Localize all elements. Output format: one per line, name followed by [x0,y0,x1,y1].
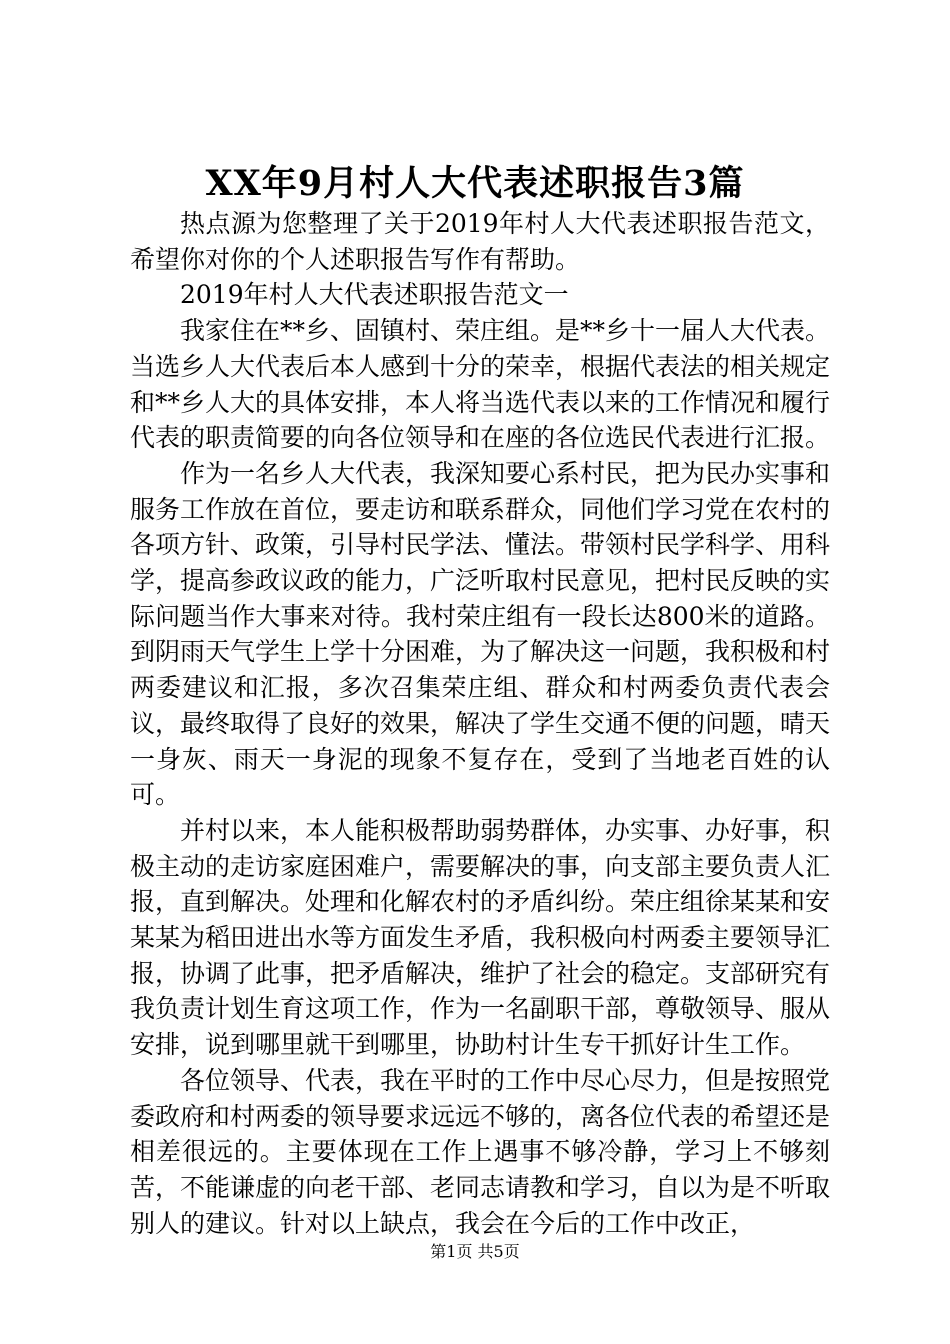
page-footer: 第1页 共5页 [430,1242,520,1261]
paragraph-3: 并村以来，本人能积极帮助弱势群体，办实事、办好事，积极主动的走访家庭困难户，需要解决的事，向支部主要负责人汇报，直到解决。处理和化解农村的矛盾纠纷。荣庄组徐某某和安某某为稻田进出水等方面发生矛盾，我积极向村两委主要领导汇报，协调了此事，把矛盾解决，维护了社会的稳定。支部研究有我负责计划生育这项工作，作为一名副职干部，尊敬领导、服从安排，说到哪里就干到哪里，协助村计生专干抓好计生工作。 [130,815,831,1060]
section-heading: 2019年村人大代表述职报告范文一 [180,280,569,310]
document-title: XX年9月村人大代表述职报告3篇 [205,163,745,204]
paragraph-1: 我家住在**乡、固镇村、荣庄组。是**乡十一届人大代表。当选乡人大代表后本人感到十分的荣幸，根据代表法的相关规定和**乡人大的具体安排，本人将当选代表以来的工作情况和履行代表的职责简要的向各位领导和在座的各位选民代表进行汇报。 [130,316,831,453]
paragraph-intro: 热点源为您整理了关于2019年村人大代表述职报告范文，希望你对你的个人述职报告写作有帮助。 [130,209,830,274]
document-body [130,206,830,1241]
paragraph-4: 各位领导、代表，我在平时的工作中尽心尽力，但是按照党委政府和村两委的领导要求远远不够的，离各位代表的希望还是相差很远的。主要体现在工作上遇事不够冷静，学习上不够刻苦，不能谦虚的向老干部、老同志请教和学习，自以为是不听取别人的建议。针对以上缺点，我会在今后的工作中改正， [130,1065,831,1238]
paragraph-2: 作为一名乡人大代表，我深知要心系村民，把为民办实事和服务工作放在首位，要走访和联系群众，同他们学习党在农村的各项方针、政策，引导村民学法、懂法。带领村民学科学、用科学，提高参政议政的能力，广泛听取村民意见，把村民反映的实际问题当作大事来对待。我村荣庄组有一段长达800米的道路。到阴雨天气学生上学十分困难，为了解决这一问题，我积极和村两委建议和汇报，多次召集荣庄组、群众和村两委负责代表会议，最终取得了良好的效果，解决了学生交通不便的问题，晴天一身灰、雨天一身泥的现象不复存在，受到了当地老百姓的认可。 [130,458,831,810]
